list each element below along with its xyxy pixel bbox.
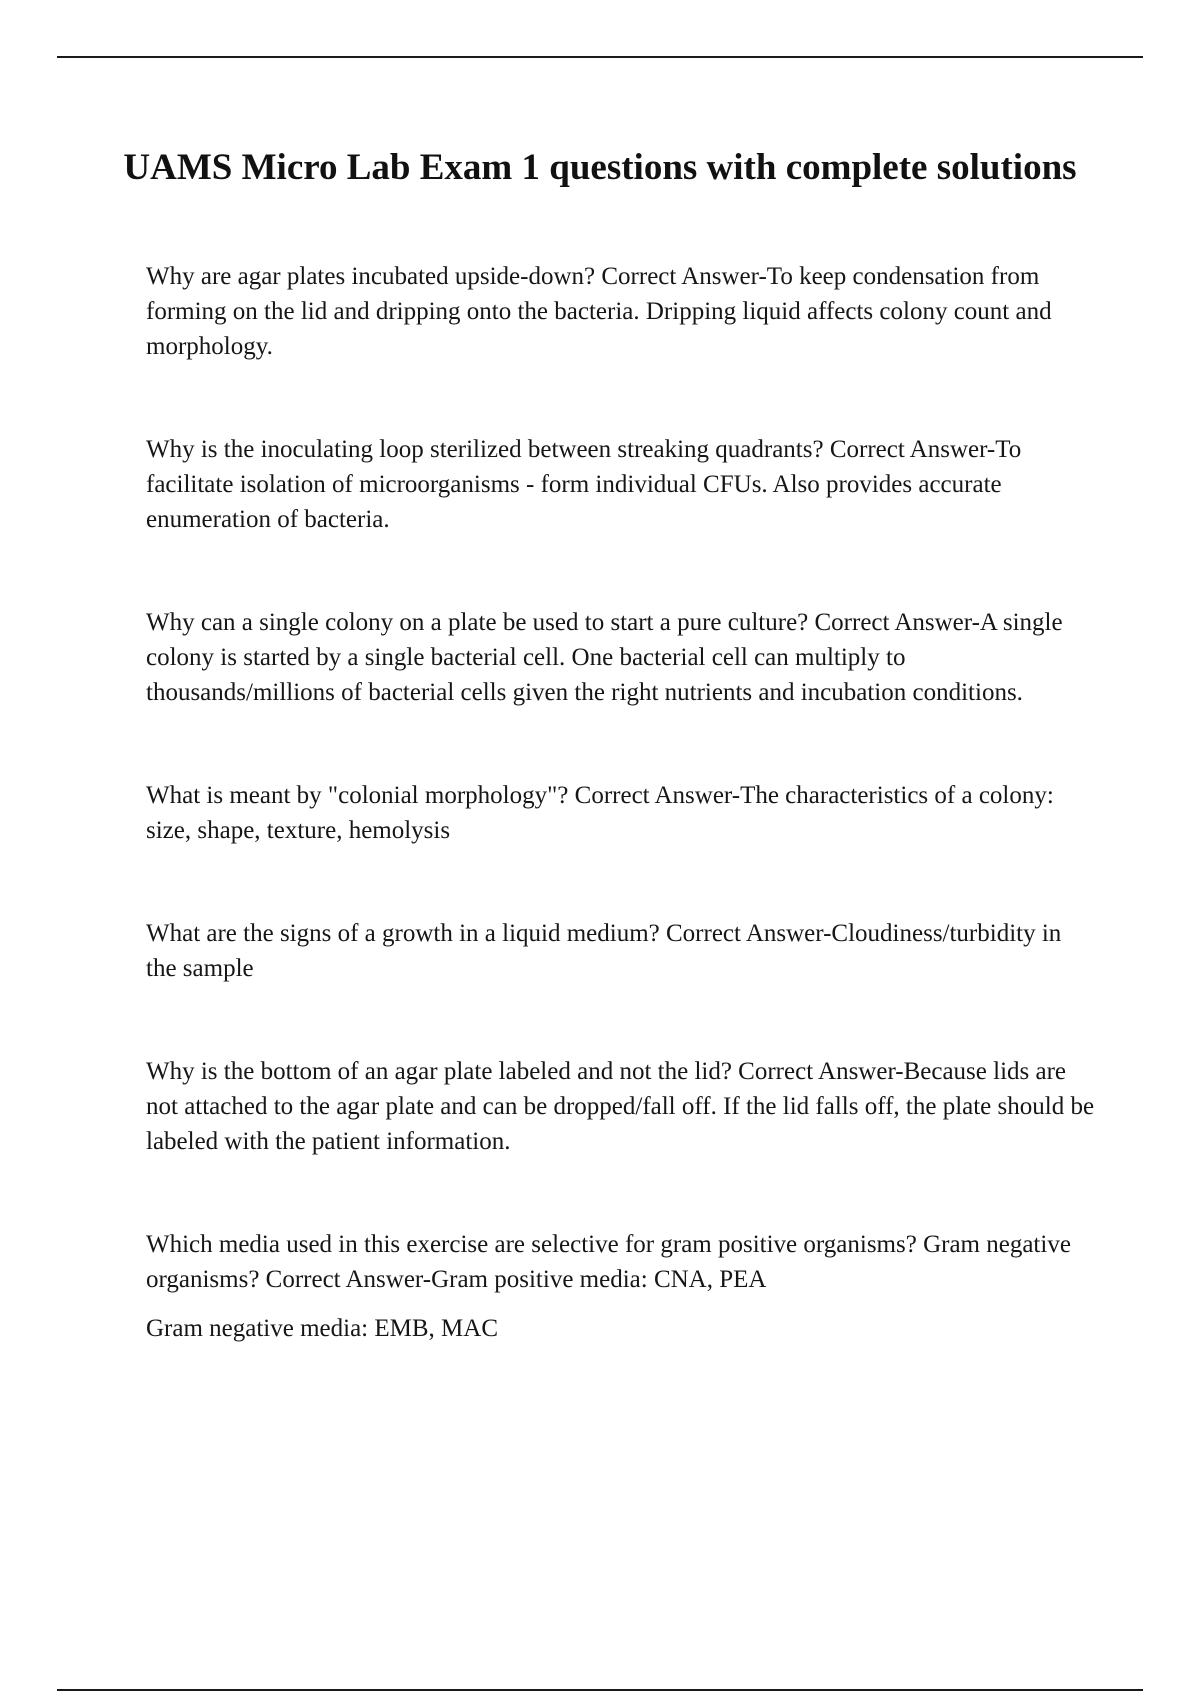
qa-text: What is meant by "colonial morphology"? Correct Answer-The characteristics of a colony: size, shape, texture, hemolysis [146, 782, 1054, 844]
qa-text: Why are agar plates incubated upside-down? Correct Answer-To keep condensation from forming on the lid and dripping onto the bacteria. Dripping liquid affects colony count and morphology. [146, 263, 1052, 360]
qa-list [146, 259, 1096, 1414]
qa-text: Why is the bottom of an agar plate labeled and not the lid? Correct Answer-Because lids are not attached to the agar plate and can be dropped/fall off. If the lid falls off, the plate should be labeled with the patient information. [146, 1058, 1095, 1155]
qa-text: What are the signs of a growth in a liquid medium? Correct Answer-Cloudiness/turbidity in the sample [146, 920, 1062, 982]
qa-item [146, 259, 1096, 364]
qa-text: Why is the inoculating loop sterilized between streaking quadrants? Correct Answer-To facilitate isolation of microorganisms - form individual CFUs. Also provides accurate enumeration of bacteria. [146, 436, 1022, 533]
qa-item [146, 1227, 1096, 1346]
document-title: UAMS Micro Lab Exam 1 questions with complete solutions [123, 147, 1077, 188]
qa-item [146, 605, 1096, 710]
qa-text: Which media used in this exercise are selective for gram positive organisms? Gram negative organisms? Correct Answer-Gram positive media: CNA, PEA [146, 1231, 1071, 1293]
bottom-divider [57, 1689, 1143, 1691]
qa-item [146, 778, 1096, 848]
qa-extra-text: Gram negative media: EMB, MAC [146, 1315, 499, 1342]
qa-text: Why can a single colony on a plate be used to start a pure culture? Correct Answer-A single colony is started by a single bacterial cell. One bacterial cell can multiply to thousands/millions of bacterial cells given the right nutrients and incubation conditions. [146, 609, 1063, 706]
top-divider [57, 56, 1143, 58]
qa-item [146, 1054, 1096, 1159]
qa-item [146, 432, 1096, 537]
qa-item [146, 916, 1096, 986]
